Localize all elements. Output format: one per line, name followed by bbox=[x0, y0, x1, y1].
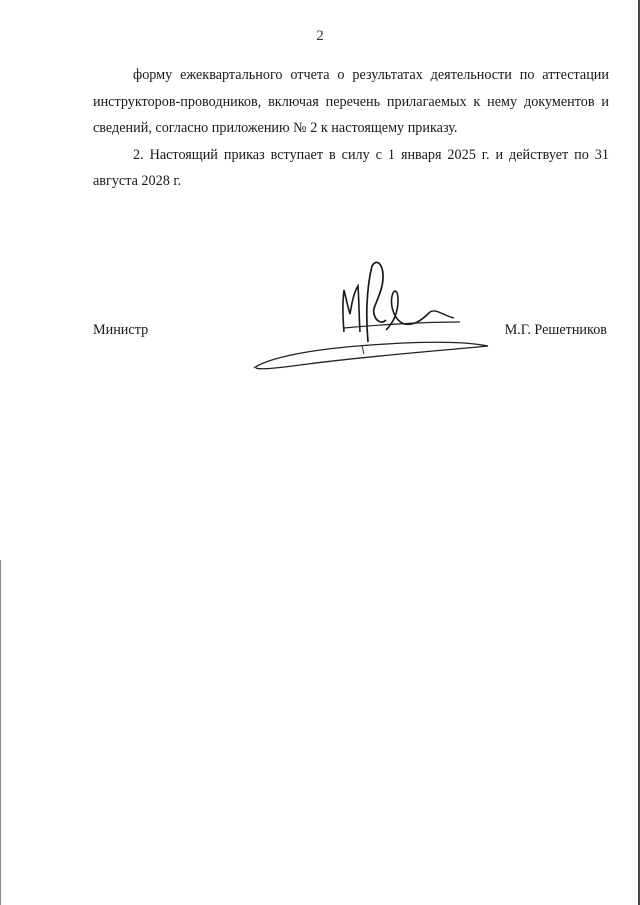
document-body bbox=[93, 62, 609, 195]
paragraph-effective-date: 2. Настоящий приказ вступает в силу с 1 января 2025 г. и действует по 31 августа 2028 г. bbox=[93, 146, 609, 189]
handwritten-signature bbox=[248, 250, 498, 380]
signer-title: Министр bbox=[93, 322, 149, 338]
scan-edge-left bbox=[0, 560, 1, 905]
signer-name: М.Г. Решетников bbox=[504, 322, 607, 338]
page-number: 2 bbox=[316, 28, 324, 44]
paragraph-continuation: форму ежеквартального отчета о результатах деятельности по аттестации инструкторов-проводников, включая перечень прилагаемых к нему документов и сведений, согласно приложению № 2 к настоящему приказу. bbox=[93, 67, 609, 136]
signature-block bbox=[0, 250, 640, 390]
